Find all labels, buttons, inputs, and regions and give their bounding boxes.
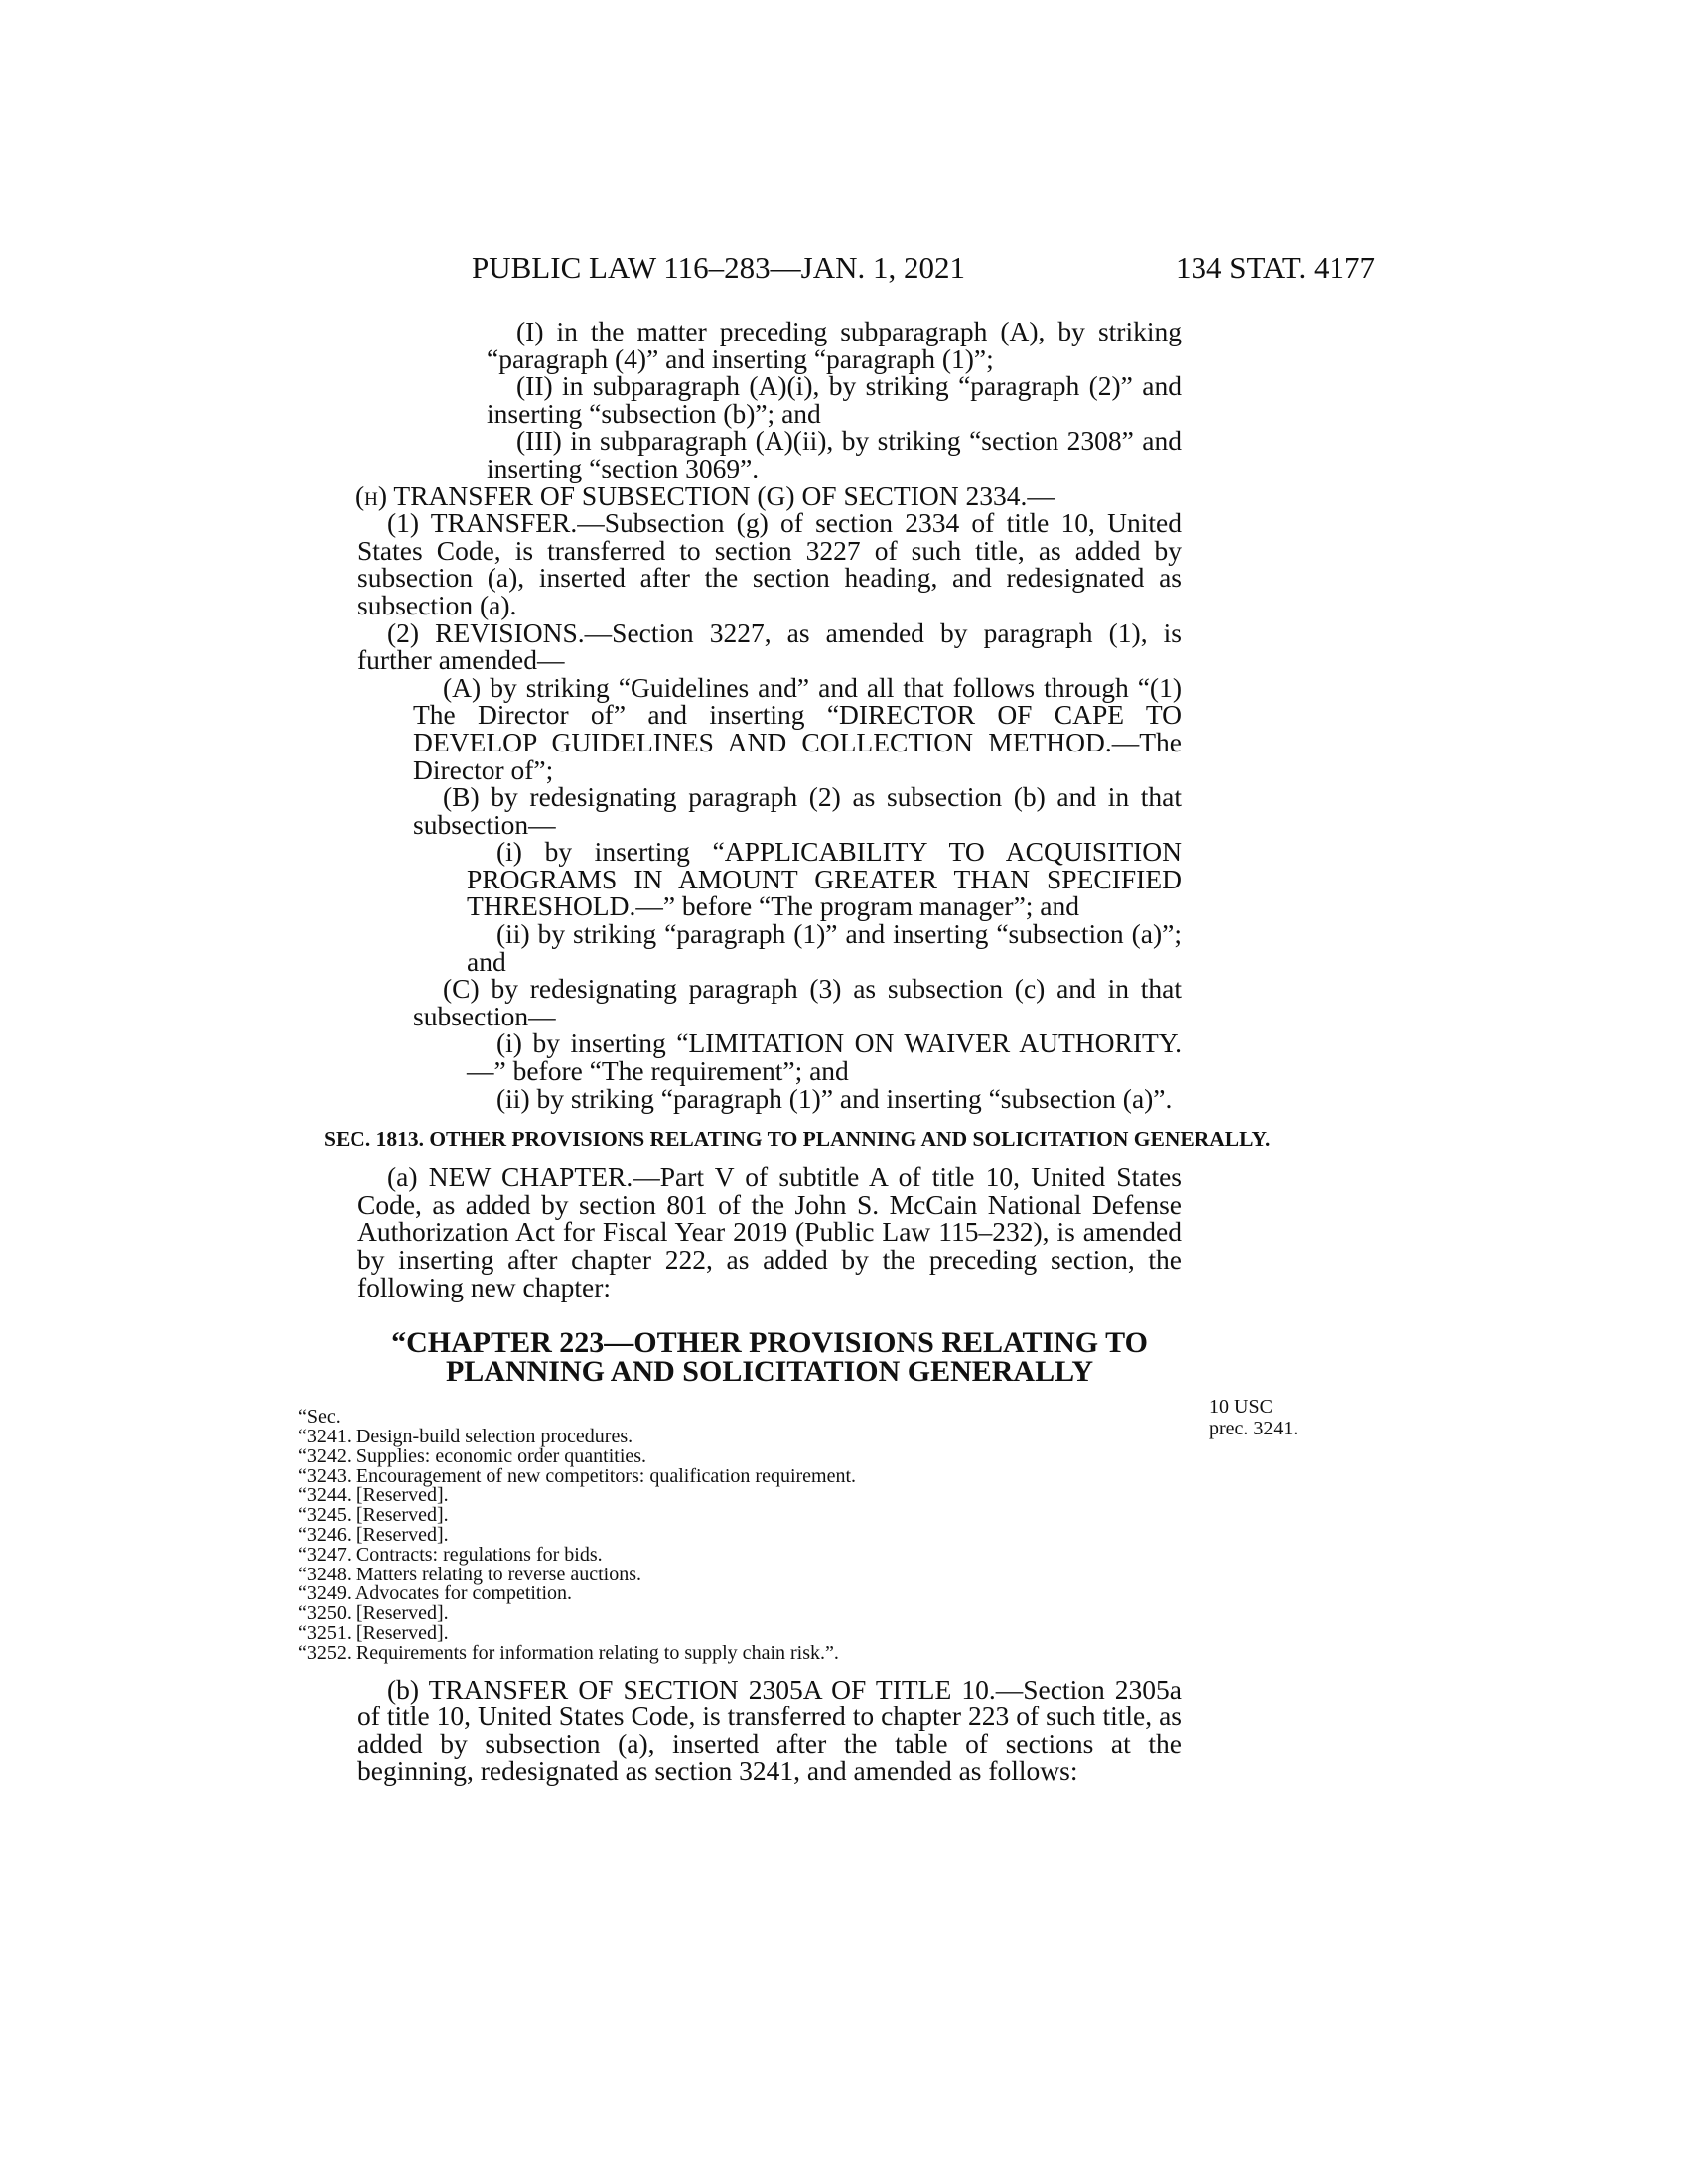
page-number-stat: 134 STAT. 4177 bbox=[1175, 250, 1375, 285]
subsection-h-heading: (h) TRANSFER OF SUBSECTION (G) OF SECTION 2334.— bbox=[355, 479, 1055, 511]
toc-item: “3243. Encouragement of new competitors: qualification requirement. bbox=[298, 1464, 857, 1487]
subparagraph-C: (C) by redesignating paragraph (3) as subsection (c) and in that subsection— bbox=[413, 973, 1182, 1031]
toc-item: “3245. [Reserved]. bbox=[298, 1504, 449, 1527]
toc-item: “3248. Matters relating to reverse auctions. bbox=[298, 1563, 641, 1585]
section-heading: SEC. 1813. OTHER PROVISIONS RELATING TO PLANNING AND SOLICITATION GENERALLY. bbox=[324, 1127, 1271, 1152]
clause-II: (II) in subparagraph (A)(i), by striking “paragraph (2)” and inserting “subsection (b)”; and bbox=[487, 370, 1182, 429]
paragraph-1-transfer: (1) TRANSFER.—Subsection (g) of section 2334 of title 10, United States Code, is transferred to section 3227 of such title, as added by subsection (a), inserted after the section heading, and redesignated as subsection (a). bbox=[357, 507, 1182, 620]
clause-B-i: (i) by inserting “APPLICABILITY TO ACQUISITION PROGRAMS IN AMOUNT GREATER THAN SPECIFIED THRESHOLD.—” before “The program manager”; and bbox=[467, 836, 1182, 922]
clause-III: (III) in subparagraph (A)(ii), by striking “section 2308” and inserting “section 3069”. bbox=[487, 425, 1182, 483]
toc-item: “3247. Contracts: regulations for bids. bbox=[298, 1543, 603, 1566]
margin-note bbox=[1209, 1396, 1298, 1439]
toc-item: “3252. Requirements for information relating to supply chain risk.”. bbox=[298, 1641, 839, 1664]
toc-item: “3249. Advocates for competition. bbox=[298, 1582, 573, 1605]
chapter-title-line2: PLANNING AND SOLICITATION GENERALLY bbox=[445, 1355, 1094, 1389]
toc-item: “3246. [Reserved]. bbox=[298, 1523, 449, 1546]
margin-note-line1: 10 USC bbox=[1209, 1396, 1273, 1418]
table-of-sections bbox=[298, 1408, 1182, 1663]
margin-note-line2: prec. 3241. bbox=[1209, 1418, 1299, 1439]
toc-item: “3250. [Reserved]. bbox=[298, 1602, 449, 1625]
clause-C-ii: (ii) by striking “paragraph (1)” and inserting “subsection (a)”. bbox=[496, 1082, 1173, 1114]
toc-item: “3251. [Reserved]. bbox=[298, 1621, 449, 1644]
chapter-title bbox=[357, 1326, 1182, 1389]
subsection-a-new-chapter: (a) NEW CHAPTER.—Part V of subtitle A of title 10, United States Code, as added by section 801 of the John S. McCain National Defense Authorization Act for Fiscal Year 2019 (Public Law 115–232), is amended by inserting after chapter 222, as added by the preceding section, the following new chapter: bbox=[357, 1161, 1182, 1302]
subparagraph-B: (B) by redesignating paragraph (2) as subsection (b) and in that subsection— bbox=[413, 781, 1182, 840]
subsection-b-transfer: (b) TRANSFER OF SECTION 2305A OF TITLE 10.—Section 2305a of title 10, United States Code, is transferred to chapter 223 of such title, as added by subsection (a), inserted after the table of sections at the beginning, redesignated as section 3241, and amended as follows: bbox=[357, 1673, 1182, 1787]
toc-item: “3241. Design-build selection procedures. bbox=[298, 1425, 633, 1447]
paragraph-2-revisions: (2) REVISIONS.—Section 3227, as amended by paragraph (1), is further amended— bbox=[357, 616, 1182, 676]
clause-B-ii: (ii) by striking “paragraph (1)” and inserting “subsection (a)”; and bbox=[467, 918, 1182, 977]
chapter-title-line1: “CHAPTER 223—OTHER PROVISIONS RELATING TO bbox=[391, 1326, 1148, 1360]
clause-I: (I) in the matter preceding subparagraph (A), by striking “paragraph (4)” and inserting “paragraph (1)”; bbox=[487, 316, 1182, 374]
clause-C-i: (i) by inserting “LIMITATION ON WAIVER AUTHORITY.—” before “The requirement”; and bbox=[467, 1027, 1182, 1087]
toc-item: “Sec. bbox=[298, 1406, 341, 1429]
subparagraph-A: (A) by striking “Guidelines and” and all that follows through “(1) The Director of” and inserting “DIRECTOR OF CAPE TO DEVELOP GUIDELINES AND COLLECTION METHOD.—The Director of”; bbox=[413, 671, 1182, 785]
toc-item: “3244. [Reserved]. bbox=[298, 1484, 449, 1507]
toc-item: “3242. Supplies: economic order quantities. bbox=[298, 1444, 647, 1467]
running-header-left: PUBLIC LAW 116–283—JAN. 1, 2021 bbox=[472, 250, 965, 285]
